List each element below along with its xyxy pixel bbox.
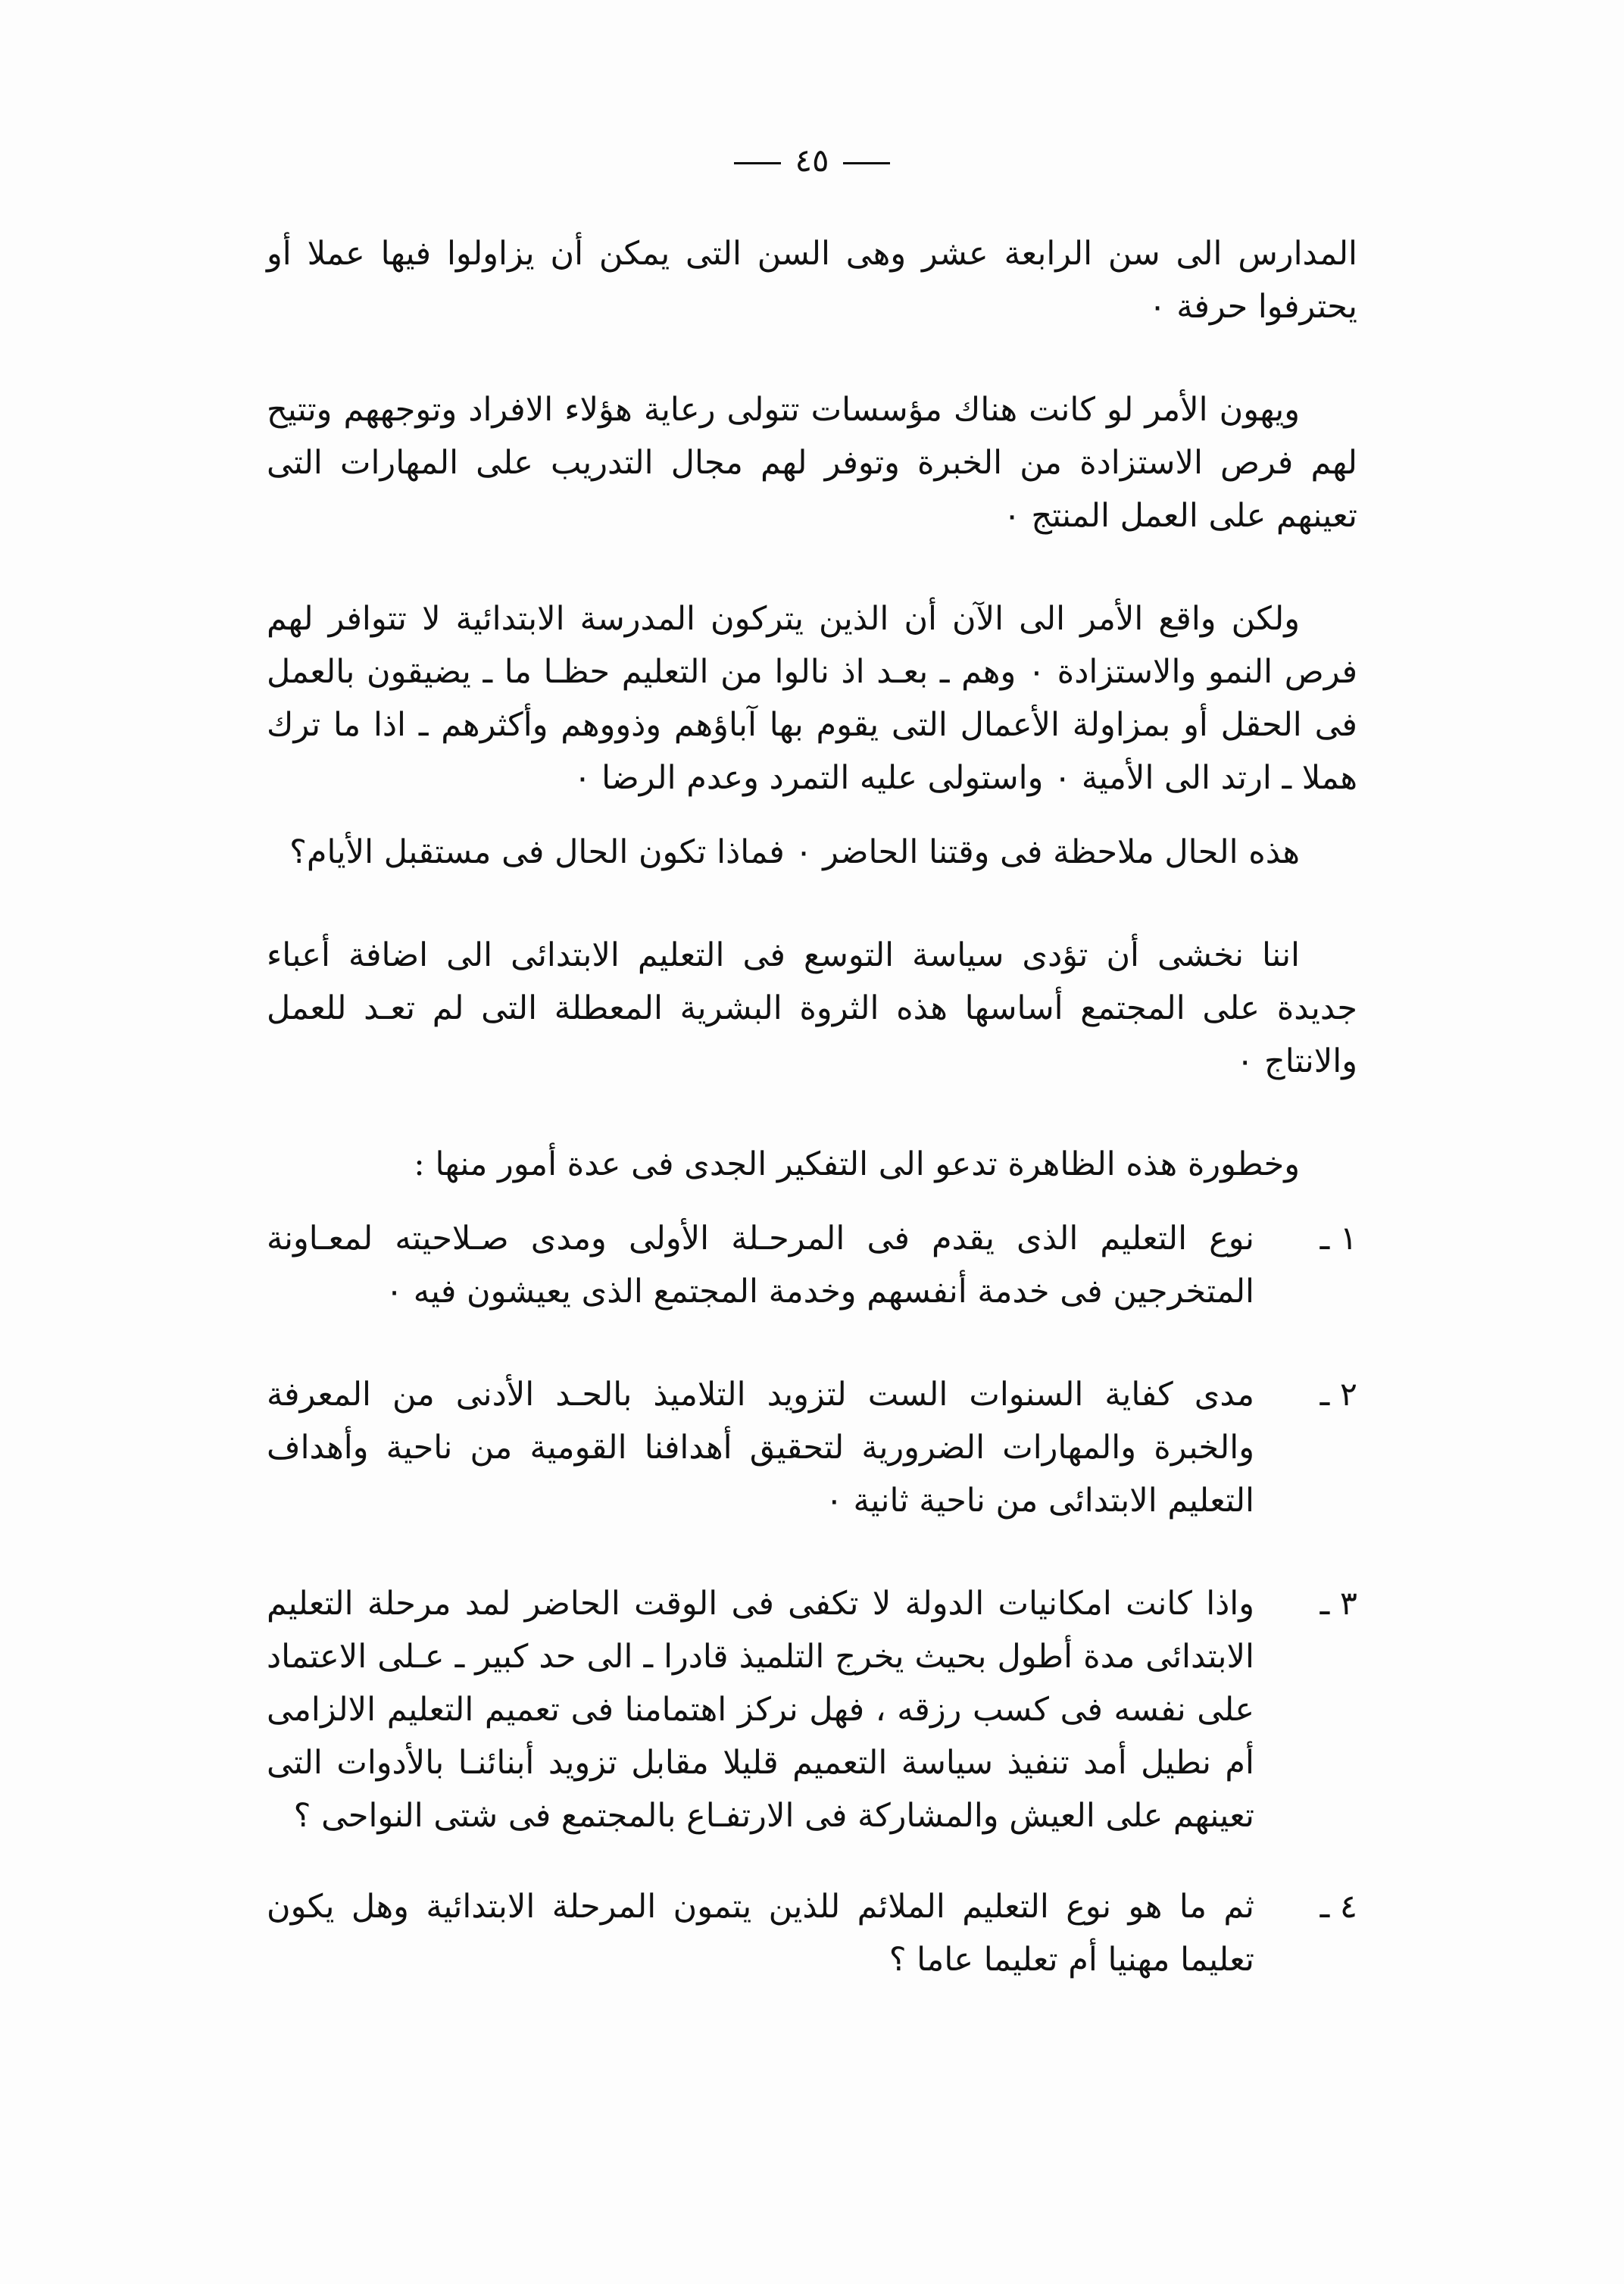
page-body (267, 227, 1357, 1986)
list-item-number: ١ ـ (1320, 1220, 1357, 1258)
paragraph: ولكن واقع الأمر الى الآن أن الذين يتركون المدرسة الابتدائية لا تتوافر لهم فرص النمو والاستزادة ٠ وهم ـ بعـد اذ نالوا من التعليم حظـا ما ـ يضيقون بالعمل فى الحقل أو بمزاولة الأعمال التى يقوم بها آباؤهم وذووهم وأكثرهم ـ اذا ما ترك هملا ـ ارتد الى الأمية ٠ واستولى عليه التمرد وعدم الرضا ٠ (267, 600, 1357, 797)
list-item-text: مدى كفاية السنوات الست لتزويد التلاميذ بالحـد الأدنى من المعرفة والخبرة والمهارات الضرورية لتحقيق أهدافنا القومية من ناحية وأهداف التعليم الابتدائى من ناحية ثانية ٠ (267, 1376, 1254, 1520)
page-number-dash-left (734, 162, 781, 164)
list-item-text: واذا كانت امكانيات الدولة لا تكفى فى الوقت الحاضر لمد مرحلة التعليم الابتدائى مدة أطول بحيث يخرج التلميذ قادرا ـ الى حد كبير ـ عـلى الاعتماد على نفسه فى كسب رزقه ، فهل نركز اهتمامنا فى تعميم التعليم الالزامى أم نطيل أمد تنفيذ سياسة التعميم قليلا مقابل تزويد أبنائنـا بالأدوات التى تعينهم على العيش والمشاركة فى الارتفـاع بالمجتمع فى شتى النواحى ؟ (267, 1585, 1254, 1835)
paragraph: اننا نخشى أن تؤدى سياسة التوسع فى التعليم الابتدائى الى اضافة أعباء جديدة على المجتمع أساسها هذه الثروة البشرية المعطلة التى لم تعـد للعمل والانتاج ٠ (267, 936, 1357, 1080)
list-item (267, 1368, 1357, 1527)
list-item (267, 1880, 1357, 1986)
list-item (267, 1577, 1357, 1842)
list-item-number: ٤ ـ (1320, 1888, 1357, 1926)
list-item-number: ٣ ـ (1320, 1585, 1357, 1623)
page-number-value: ٤٥ (795, 142, 829, 179)
page-number (0, 138, 1624, 183)
paragraph-list-intro: وخطورة هذه الظاهرة تدعو الى التفكير الجدى فى عدة أمور منها : (414, 1145, 1300, 1183)
paragraph: هذه الحال ملاحظة فى وقتنا الحاضر ٠ فماذا تكون الحال فى مستقبل الأيام؟ (289, 833, 1300, 871)
paragraph-continuation: المدارس الى سن الرابعة عشر وهى السن التى يمكن أن يزاولوا فيها عملا أو يحترفوا حرفة ٠ (267, 235, 1357, 326)
list-item (267, 1212, 1357, 1318)
list-item-text: نوع التعليم الذى يقدم فى المرحـلة الأولى ومدى صـلاحيته لمعـاونة المتخرجين فى خدمة أنفسهم وخدمة المجتمع الذى يعيشون فيه ٠ (267, 1220, 1254, 1311)
list-item-number: ٢ ـ (1320, 1376, 1357, 1414)
page-number-dash-right (843, 162, 890, 164)
paragraph: ويهون الأمر لو كانت هناك مؤسسات تتولى رعاية هؤلاء الافراد وتوجههم وتتيح لهم فرص الاستزادة من الخبرة وتوفر لهم مجال التدريب على المهارات التى تعينهم على العمل المنتج ٠ (267, 391, 1357, 535)
list-item-text: ثم ما هو نوع التعليم الملائم للذين يتمون المرحلة الابتدائية وهل يكون تعليما مهنيا أم تعليما عاما ؟ (267, 1888, 1254, 1979)
